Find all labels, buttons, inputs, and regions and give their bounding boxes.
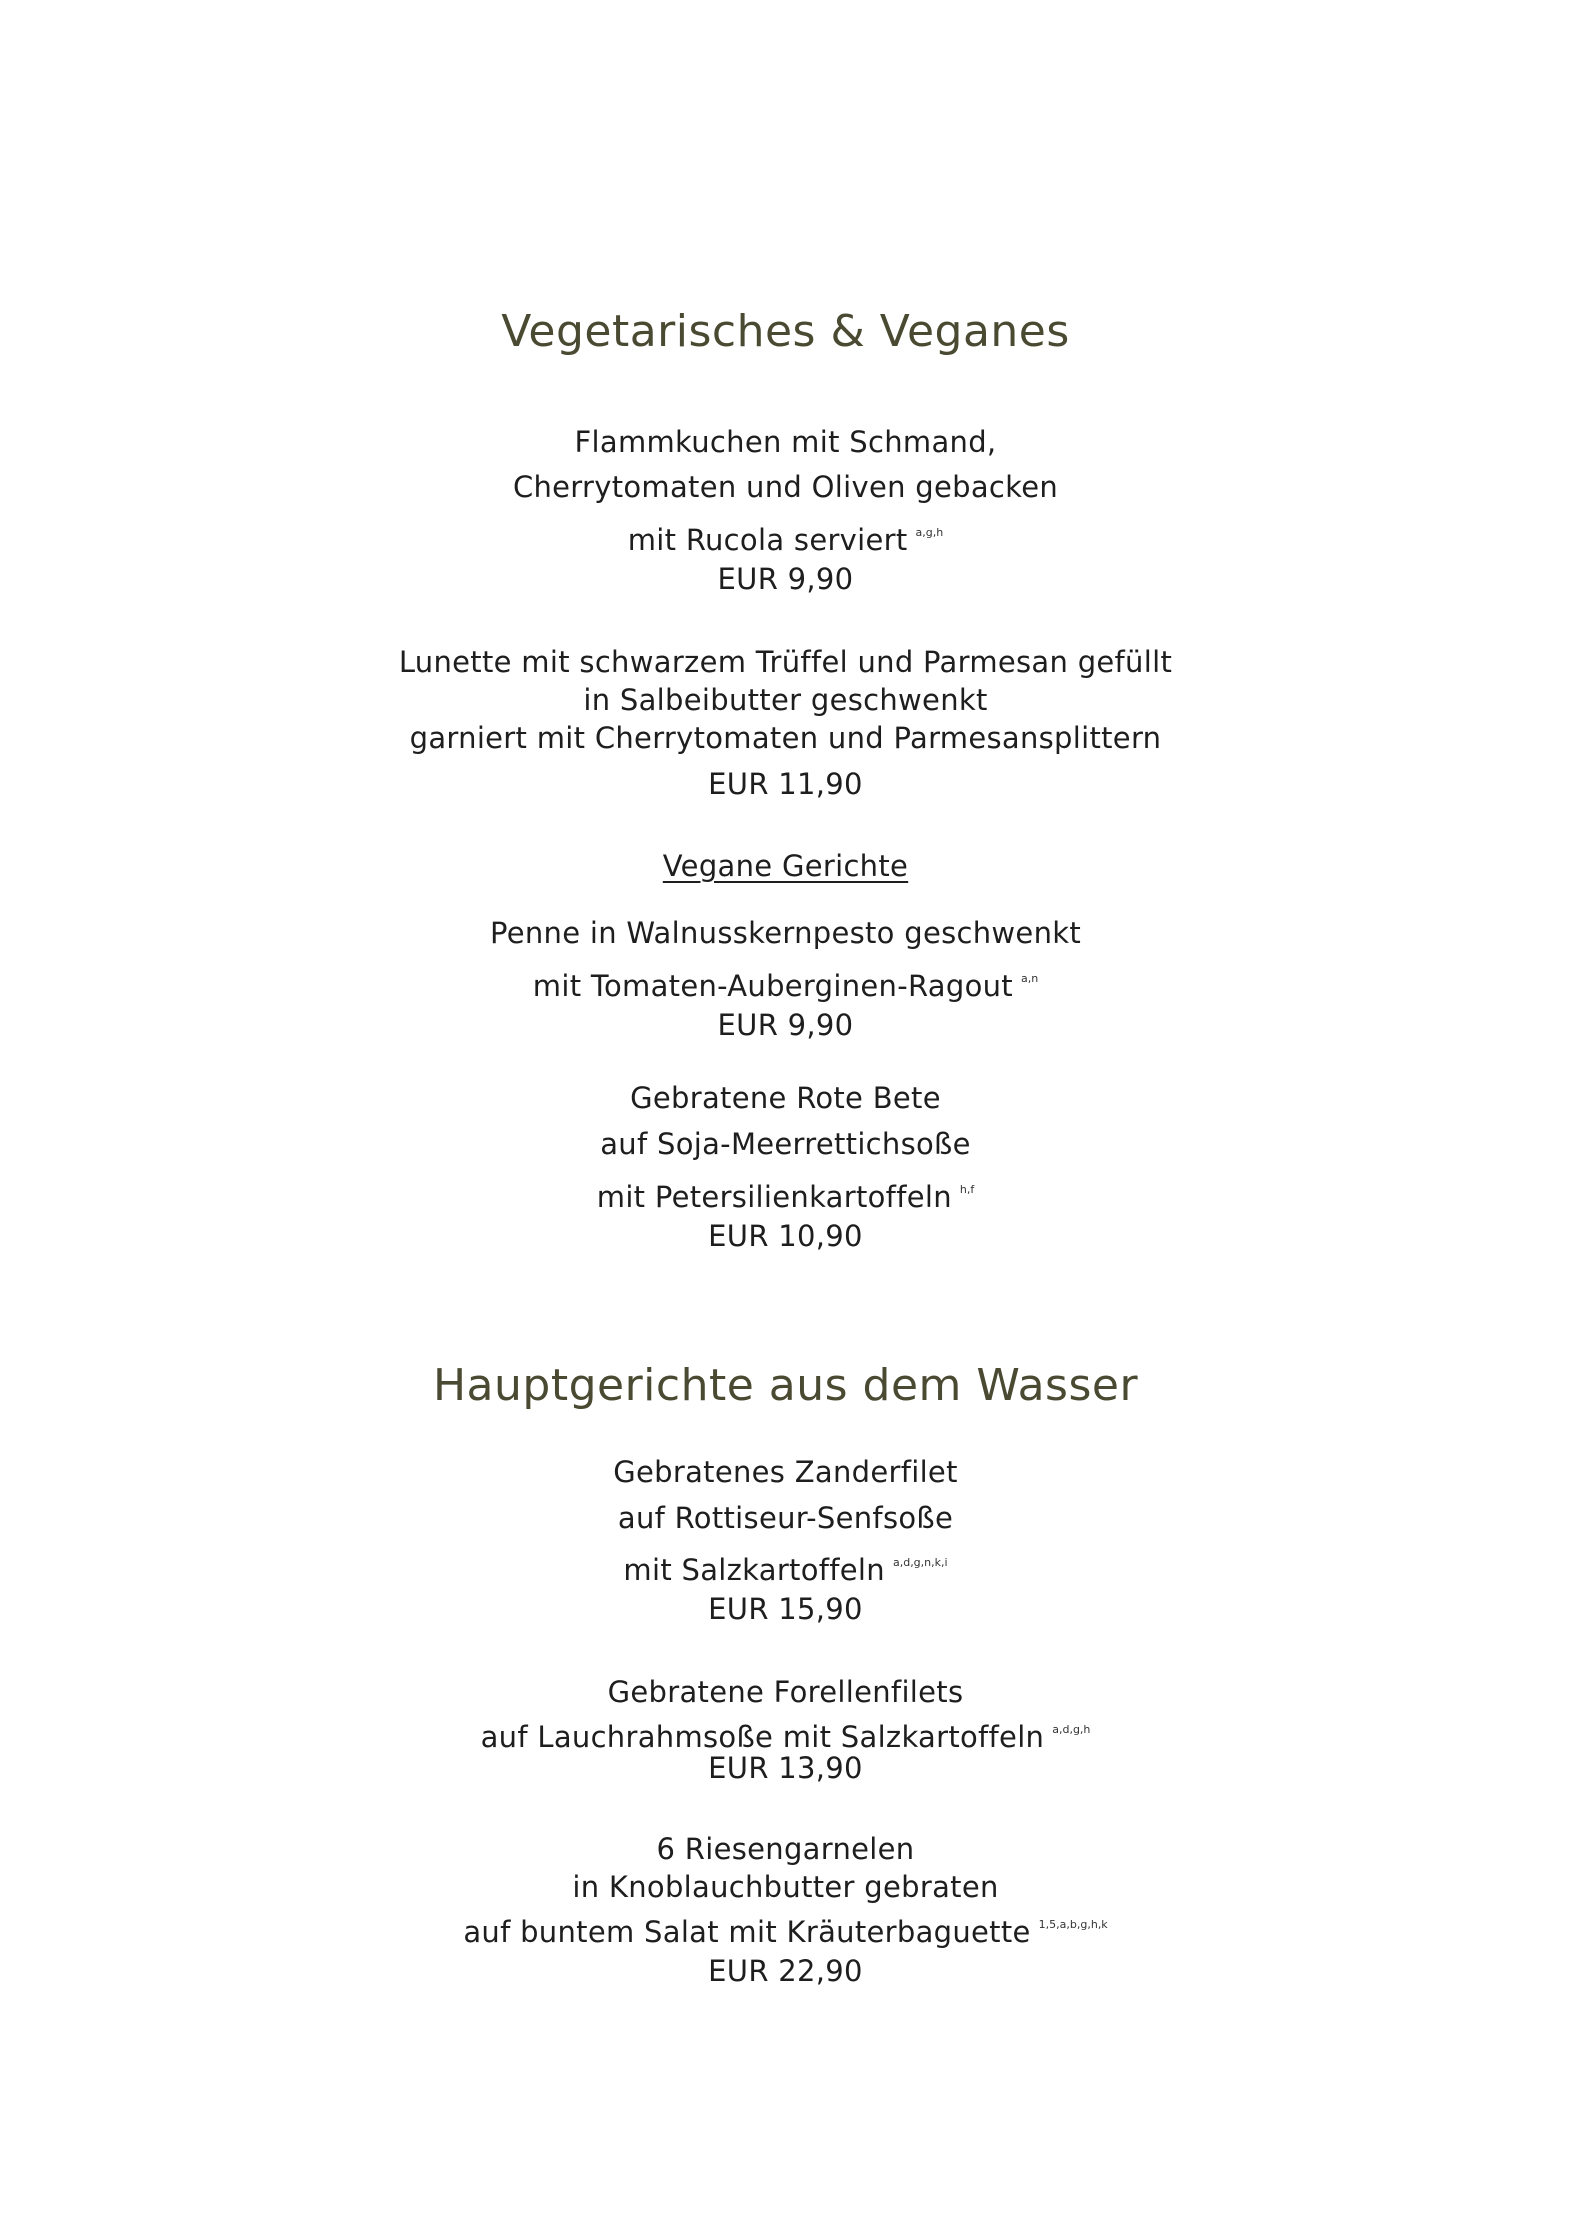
dish-price: EUR 9,90 <box>717 562 854 596</box>
dish-line: Gebratene Rote Bete <box>630 1081 941 1115</box>
allergen-codes: a,g,h <box>915 526 944 539</box>
allergen-codes: h,f <box>959 1183 975 1196</box>
dish-line-text: mit Tomaten-Auberginen-Ragout <box>532 969 1013 1003</box>
section-title-fish: Hauptgerichte aus dem Wasser <box>432 1360 1139 1411</box>
dish-price: EUR 13,90 <box>708 1751 863 1785</box>
dish-line: Lunette mit schwarzem Trüffel und Parmesan gefüllt <box>398 645 1173 679</box>
dish-line-text: auf Lauchrahmsoße mit Salzkartoffeln <box>480 1720 1045 1754</box>
dish-line: auf Rottiseur-Senfsoße <box>617 1501 954 1535</box>
dish-line-text: mit Rucola serviert <box>627 523 908 557</box>
dish-line: auf Soja-Meerrettichsoße <box>600 1127 971 1161</box>
dish-line: garniert mit Cherrytomaten und Parmesansplittern <box>409 721 1162 755</box>
dish-line <box>0 1170 1571 1217</box>
dish-line: Gebratenes Zanderfilet <box>613 1455 958 1489</box>
dish-line: 6 Riesengarnelen <box>656 1832 915 1866</box>
dish-line: Gebratene Forellenfilets <box>607 1675 964 1709</box>
dish-line <box>0 959 1571 1006</box>
dish-line-text: auf buntem Salat mit Kräuterbaguette <box>463 1915 1031 1949</box>
dish-line-text: mit Salzkartoffeln <box>623 1553 885 1587</box>
allergen-codes: a,n <box>1020 972 1039 985</box>
dish-price: EUR 9,90 <box>717 1008 854 1042</box>
dish-line <box>0 1905 1571 1952</box>
dish-price: EUR 15,90 <box>708 1592 863 1626</box>
dish-line: Flammkuchen mit Schmand, <box>574 425 997 459</box>
section-title-vegetarian: Vegetarisches & Veganes <box>501 306 1070 357</box>
dish-line: Penne in Walnusskernpesto geschwenkt <box>489 916 1082 950</box>
dish-line: in Knoblauchbutter gebraten <box>572 1870 999 1904</box>
dish-line: in Salbeibutter geschwenkt <box>583 683 988 717</box>
allergen-codes: 1,5,a,b,g,h,k <box>1038 1918 1108 1931</box>
dish-line <box>0 1543 1571 1590</box>
allergen-codes: a,d,g,h <box>1052 1723 1091 1736</box>
subsection-title-text: Vegane Gerichte <box>662 849 909 883</box>
dish-line <box>0 513 1571 560</box>
dish-line: Cherrytomaten und Oliven gebacken <box>512 470 1059 504</box>
dish-line-text: mit Petersilienkartoffeln <box>596 1180 952 1214</box>
dish-price: EUR 22,90 <box>708 1954 863 1988</box>
allergen-codes: a,d,g,n,k,i <box>892 1556 948 1569</box>
dish-price: EUR 11,90 <box>708 767 863 801</box>
dish-price: EUR 10,90 <box>708 1219 863 1253</box>
subsection-title-vegan <box>0 846 1571 886</box>
